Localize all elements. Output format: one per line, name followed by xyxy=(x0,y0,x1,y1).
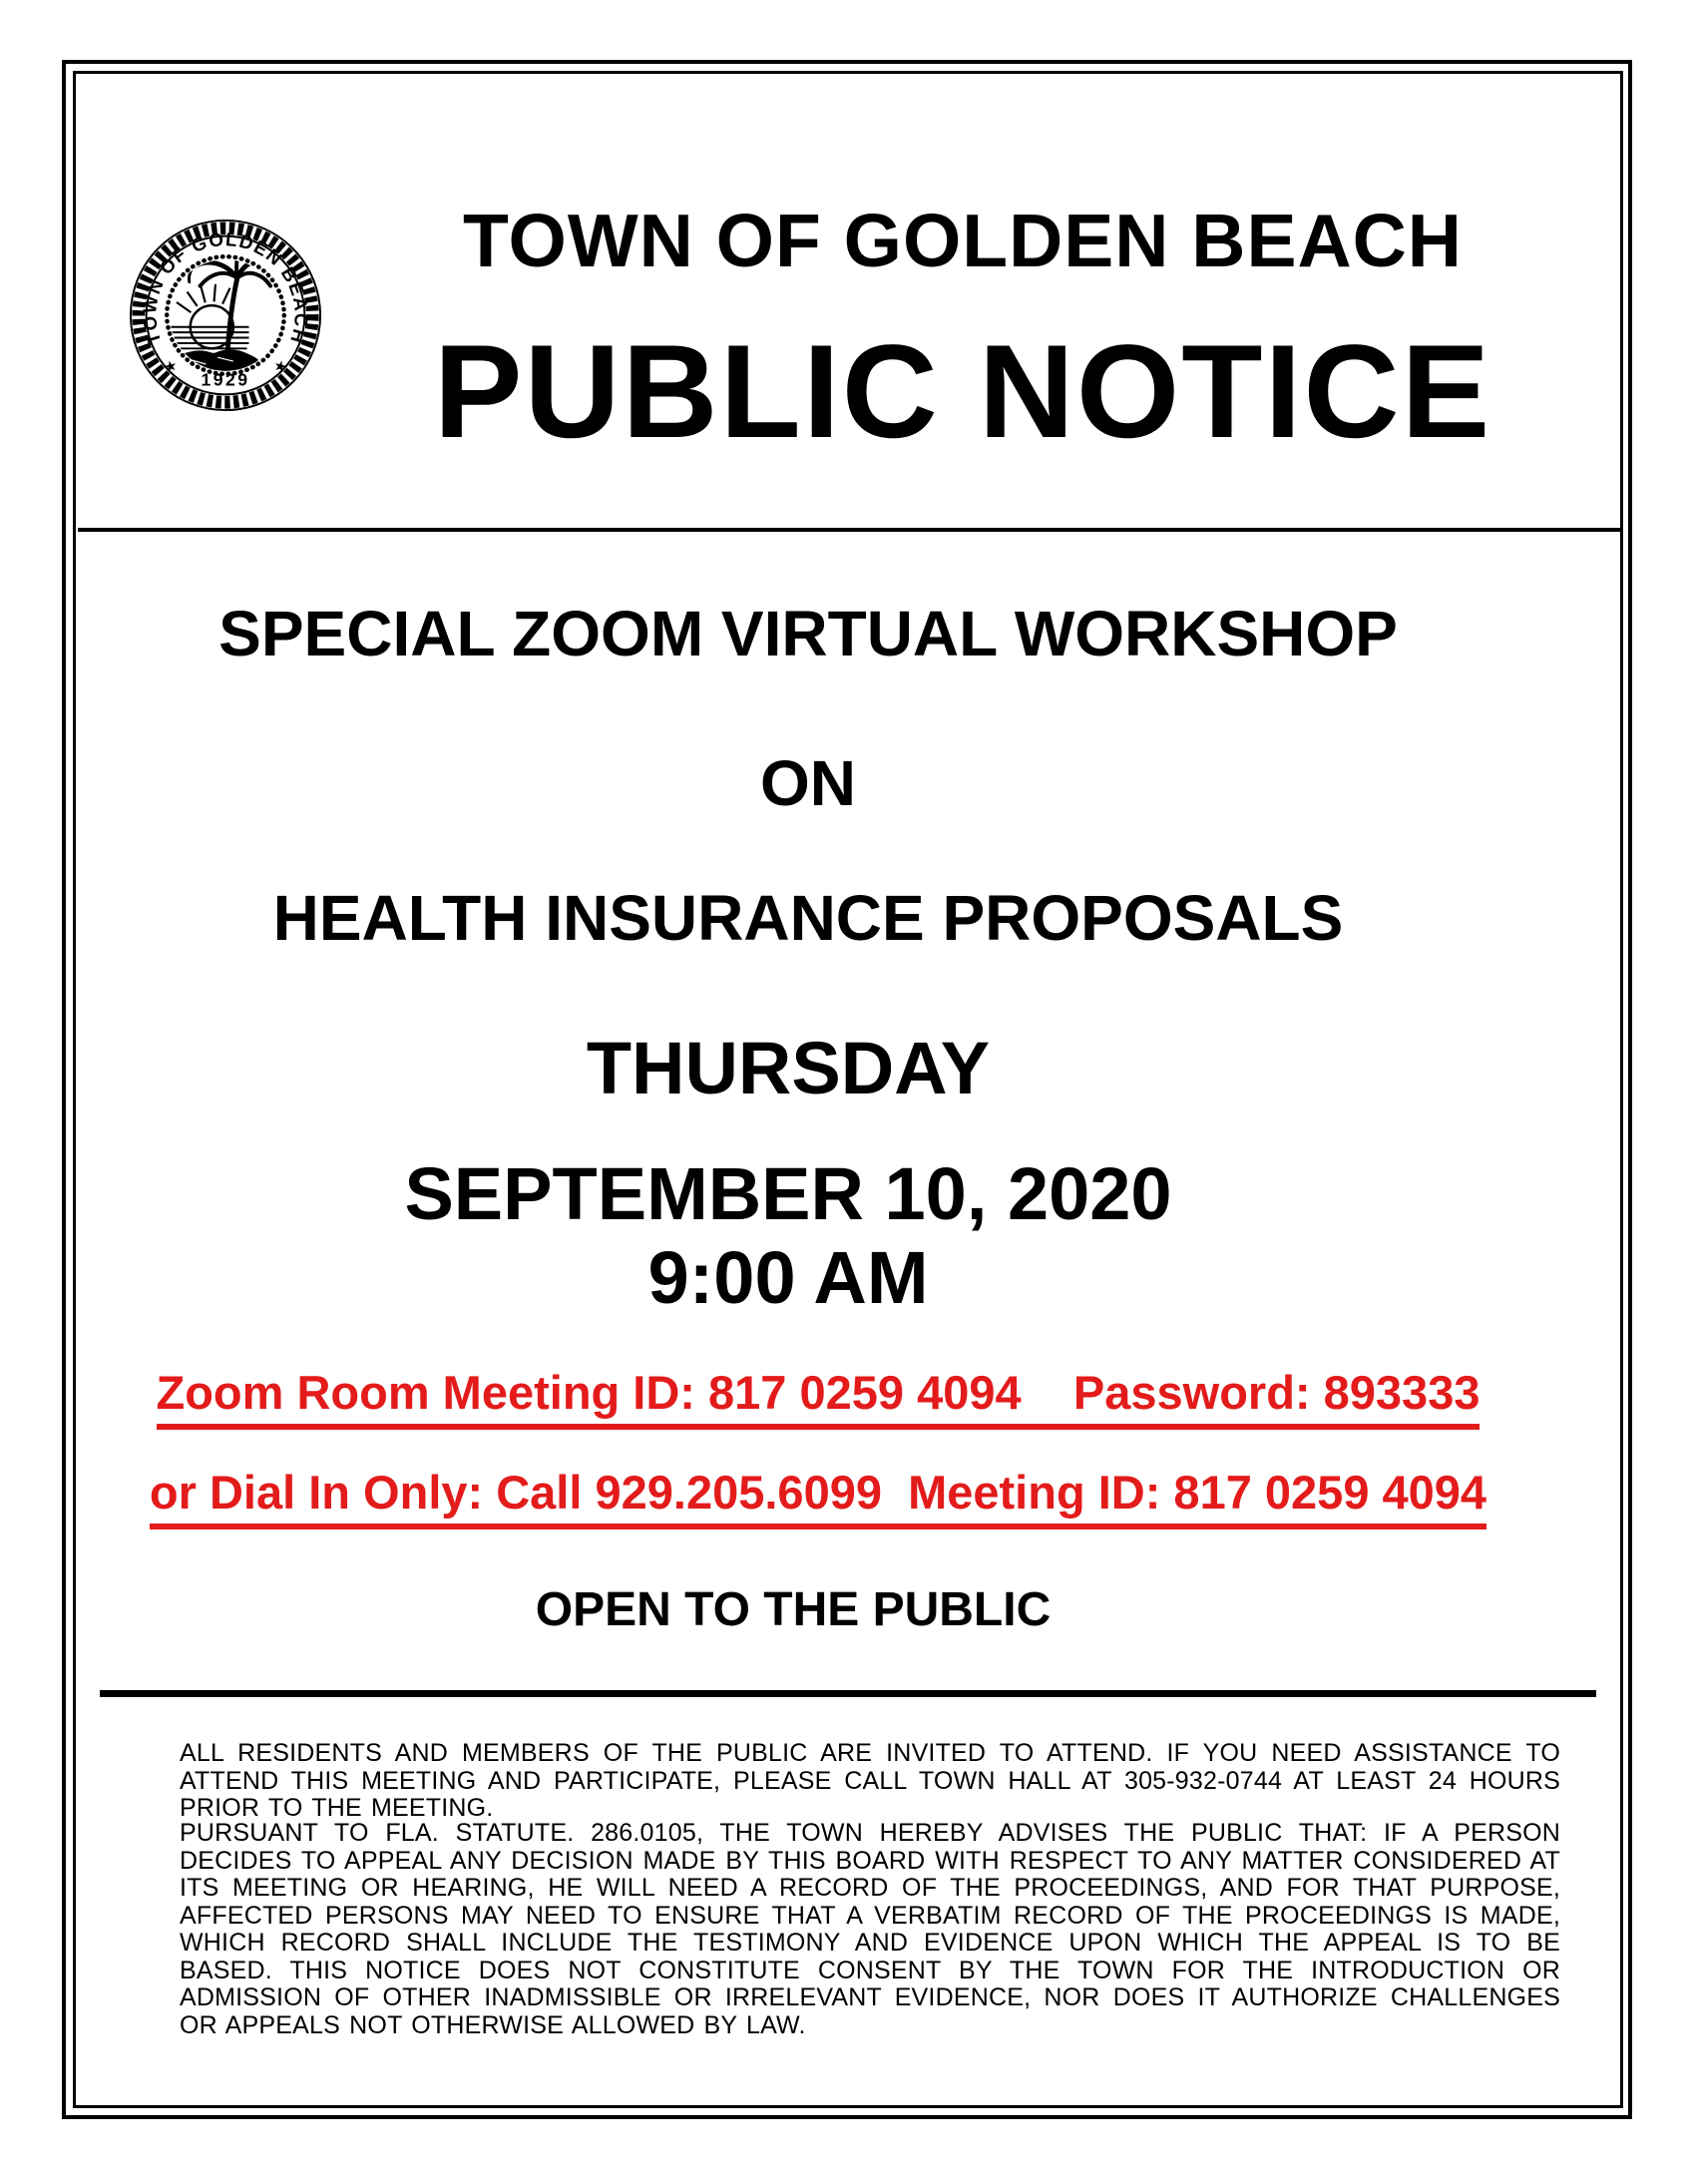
header-divider xyxy=(78,528,1622,532)
town-seal xyxy=(128,218,323,413)
zoom-meeting-id-line xyxy=(90,1366,1546,1430)
zoom-meeting-id-text: Zoom Room Meeting ID: 817 0259 4094 Password: 893333 xyxy=(157,1369,1481,1430)
event-line-workshop: SPECIAL ZOOM VIRTUAL WORKSHOP xyxy=(218,598,1398,669)
sun-icon xyxy=(177,284,233,348)
seal-ring-text: TOWN OF GOLDEN BEACH xyxy=(138,227,312,348)
event-date: SEPTEMBER 10, 2020 xyxy=(404,1152,1172,1235)
seal-star-left-icon: ★ xyxy=(162,357,180,377)
seal-star-right-icon: ★ xyxy=(271,357,289,377)
event-time: 9:00 AM xyxy=(647,1236,929,1319)
legal-paragraph-assistance: ALL RESIDENTS AND MEMBERS OF THE PUBLIC ARE INVITED TO ATTEND. IF YOU NEED ASSISTANCE TO ATTEND THIS MEETING AND PARTICIPATE, PLEASE CALL TOWN HALL AT 305-932-0744 AT LEAST 24 HOURS PRIOR TO THE MEETING. xyxy=(180,1739,1560,1822)
page-title: PUBLIC NOTICE xyxy=(433,318,1492,466)
section-divider xyxy=(100,1690,1596,1697)
dial-in-line xyxy=(90,1466,1546,1529)
seal-year: 1929 xyxy=(201,369,250,390)
org-name-heading: TOWN OF GOLDEN BEACH xyxy=(463,199,1463,282)
event-day: THURSDAY xyxy=(586,1027,991,1109)
legal-paragraph-appeal: PURSUANT TO FLA. STATUTE. 286.0105, THE TOWN HEREBY ADVISES THE PUBLIC THAT: IF A PERSON DECIDES TO APPEAL ANY DECISION MADE BY THIS BOARD WITH RESPECT TO ANY MATTER CONSIDERED AT ITS MEETING OR HEARING, HE WILL NEED A RECORD OF THE PROCEEDINGS, AND FOR THAT PURPOSE, AFFECTED PERSONS MAY NEED TO ENSURE THAT A VERBATIM RECORD OF THE PROCEEDINGS IS MADE, WHICH RECORD SHALL INCLUDE THE TESTIMONY AND EVIDENCE UPON WHICH THE APPEAL IS TO BE BASED. THIS NOTICE DOES NOT CONSTITUTE CONSENT BY THE TOWN FOR THE INTRODUCTION OR ADMISSION OF OTHER INADMISSIBLE OR IRRELEVANT EVIDENCE, NOR DOES IT AUTHORIZE CHALLENGES OR APPEALS NOT OTHERWISE ALLOWED BY LAW. xyxy=(180,1819,1560,2039)
dial-in-text: or Dial In Only: Call 929.205.6099 Meeting ID: 817 0259 4094 xyxy=(150,1469,1486,1529)
event-line-on: ON xyxy=(760,747,856,819)
event-line-subject: HEALTH INSURANCE PROPOSALS xyxy=(272,882,1344,954)
open-to-public-heading: OPEN TO THE PUBLIC xyxy=(535,1583,1052,1636)
